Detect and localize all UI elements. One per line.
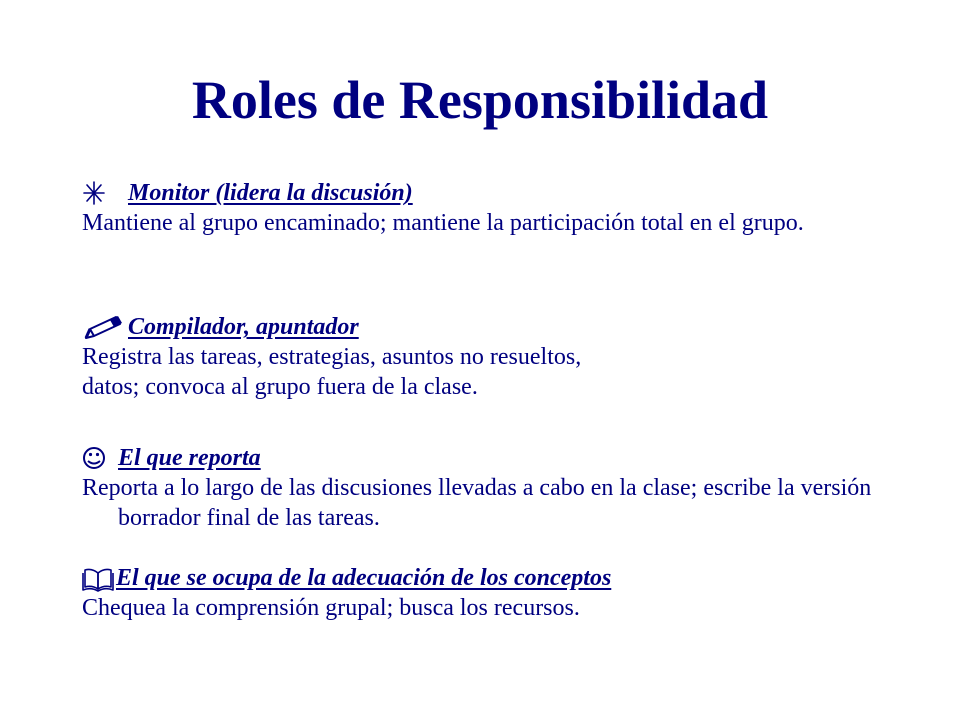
role-compilador	[82, 312, 882, 402]
role-conceptos	[82, 563, 882, 623]
role-label: Compilador, apuntador	[128, 314, 359, 340]
smiley-face-icon	[82, 443, 118, 473]
role-heading	[82, 443, 882, 473]
role-description: Chequea la comprensión grupal; busca los recursos.	[82, 595, 580, 621]
role-heading	[82, 563, 882, 593]
role-label: El que reporta	[118, 445, 261, 471]
role-description: Reporta a lo largo de las discusiones llevadas a cabo en la clase; escribe la versión borrador final de las tareas.	[82, 475, 872, 531]
slide-title: Roles de Responsibilidad	[191, 70, 769, 130]
asterisk-icon	[82, 178, 128, 208]
role-description-line: Registra las tareas, estrategias, asuntos no resueltos,	[82, 344, 582, 370]
role-description: Mantiene al grupo encaminado; mantiene la participación total en el grupo.	[82, 210, 804, 236]
role-heading	[82, 178, 882, 208]
role-heading	[82, 312, 882, 342]
role-reporta	[82, 443, 882, 533]
role-label: Monitor (lidera la discusión)	[128, 180, 413, 206]
role-description-line: datos; convoca al grupo fuera de la clase.	[82, 374, 478, 400]
open-book-icon	[82, 563, 116, 593]
role-label: El que se ocupa de la adecuación de los conceptos	[116, 565, 612, 591]
role-monitor	[82, 178, 882, 238]
pencil-icon	[82, 312, 128, 342]
